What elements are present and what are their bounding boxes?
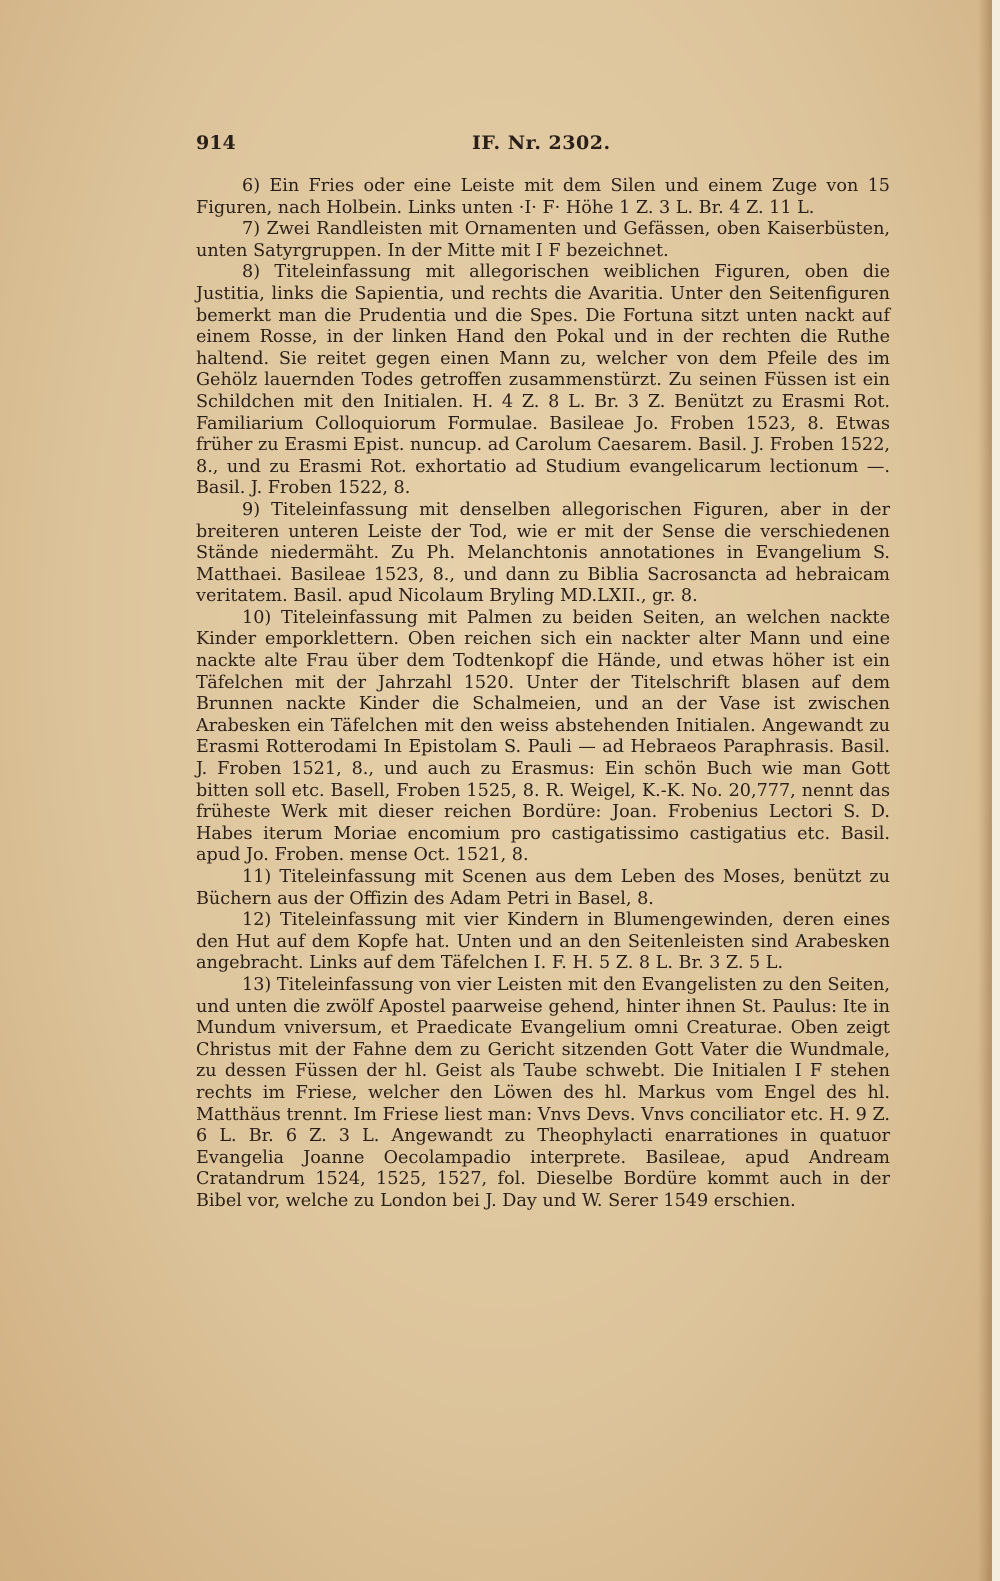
entry-8: 8) Titeleinfassung mit allegorischen weiblichen Figuren, oben die Justitia, links die Sapientia, und rechts die Avaritia. Unter den Seitenfiguren bemerkt man die Prudentia und die Spes. Die Fortuna sitzt unten nackt auf einem Rosse, in der linken Hand den Pokal und in der rechten die Ruthe haltend. Sie reitet gegen einen Mann zu, welcher von dem Pfeile des im Gehölz lauernden Todes getroffen zusammenstürzt. Zu seinen Füssen ist ein Schildchen mit den Initialen. H. 4 Z. 8 L. Br. 3 Z. Benützt zu Erasmi Rot. Familiarium Colloquiorum Formulae. Basileae Jo. Froben 1523, 8. Etwas früher zu Erasmi Epist. nuncup. ad Carolum Caesarem. Basil. J. Froben 1522, 8., und zu Erasmi Rot. exhortatio ad Studium evangelicarum lectionum —. Basil. J. Froben 1522, 8. xyxy=(196,262,890,499)
entry-12: 12) Titeleinfassung mit vier Kindern in Blumengewinden, deren eines den Hut auf dem Kopfe hat. Unten und an den Seitenleisten sind Arabesken angebracht. Links auf dem Täfelchen I. F. H. 5 Z. 8 L. Br. 3 Z. 5 L. xyxy=(196,910,890,974)
running-head xyxy=(196,132,896,160)
entry-9: 9) Titeleinfassung mit denselben allegorischen Figuren, aber in der breiteren unteren Leiste der Tod, wie er mit der Sense die verschiedenen Stände niedermäht. Zu Ph. Melanchtonis annotationes in Evangelium S. Matthaei. Basileae 1523, 8., und dann zu Biblia Sacrosancta ad hebraicam veritatem. Basil. apud Nicolaum Bryling MD.LXII., gr. 8. xyxy=(196,499,890,607)
entry-13: 13) Titeleinfassung von vier Leisten mit den Evangelisten zu den Seiten, und unten die zwölf Apostel paarweise gehend, hinter ihnen St. Paulus: Ite in Mundum vniversum, et Praedicate Evangelium omni Creaturae. Oben zeigt Christus mit der Fahne dem zu Gericht sitzenden Gott Vater die Wundmale, zu dessen Füssen der hl. Geist als Taube schwebt. Die Initialen I F stehen rechts im Friese, welcher den Löwen des hl. Markus vom Engel des hl. Matthäus trennt. Im Friese liest man: Vnvs Devs. Vnvs conciliator etc. H. 9 Z. 6 L. Br. 6 Z. 3 L. Angewandt zu Theophylacti enarrationes in quatuor Evangelia Joanne Oecolampadio interprete. Basileae, apud Andream Cratandrum 1524, 1525, 1527, fol. Dieselbe Bordüre kommt auch in der Bibel vor, welche zu London bei J. Day und W. Serer 1549 erschien. xyxy=(196,974,890,1211)
entry-6: 6) Ein Fries oder eine Leiste mit dem Silen und einem Zuge von 15 Figuren, nach Holbein. Links unten ·I· F· Höhe 1 Z. 3 L. Br. 4 Z. 11 L. xyxy=(196,176,890,218)
body-text xyxy=(196,176,890,1213)
page-number: 914 xyxy=(196,132,236,154)
entry-11: 11) Titeleinfassung mit Scenen aus dem Leben des Moses, benützt zu Büchern aus der Offizin des Adam Petri in Basel, 8. xyxy=(196,867,890,909)
entry-7: 7) Zwei Randleisten mit Ornamenten und Gefässen, oben Kaiserbüsten, unten Satyrgruppen. In der Mitte mit I F bezeichnet. xyxy=(196,219,890,261)
entry-10: 10) Titeleinfassung mit Palmen zu beiden Seiten, an welchen nackte Kinder emporklettern. Oben reichen sich ein nackter alter Mann und eine nackte alte Frau über dem Todtenkopf die Hände, und etwas höher ist ein Täfelchen mit der Jahrzahl 1520. Unter der Titelschrift blasen auf dem Brunnen nackte Kinder die Schalmeien, und an der Vase ist zwischen Arabesken ein Täfelchen mit den weiss abstehenden Initialen. Angewandt zu Erasmi Rotterodami In Epistolam S. Pauli — ad Hebraeos Paraphrasis. Basil. J. Froben 1521, 8., und auch zu Erasmus: Ein schön Buch wie man Gott bitten soll etc. Basell, Froben 1525, 8. R. Weigel, K.-K. No. 20,777, nennt das früheste Werk mit dieser reichen Bordüre: Joan. Frobenius Lectori S. D. Habes iterum Moriae encomium pro castigatissimo castigatius etc. Basil. apud Jo. Froben. mense Oct. 1521, 8. xyxy=(196,607,890,866)
page-edge xyxy=(992,0,1000,1581)
running-title: IF. Nr. 2302. xyxy=(472,132,611,154)
